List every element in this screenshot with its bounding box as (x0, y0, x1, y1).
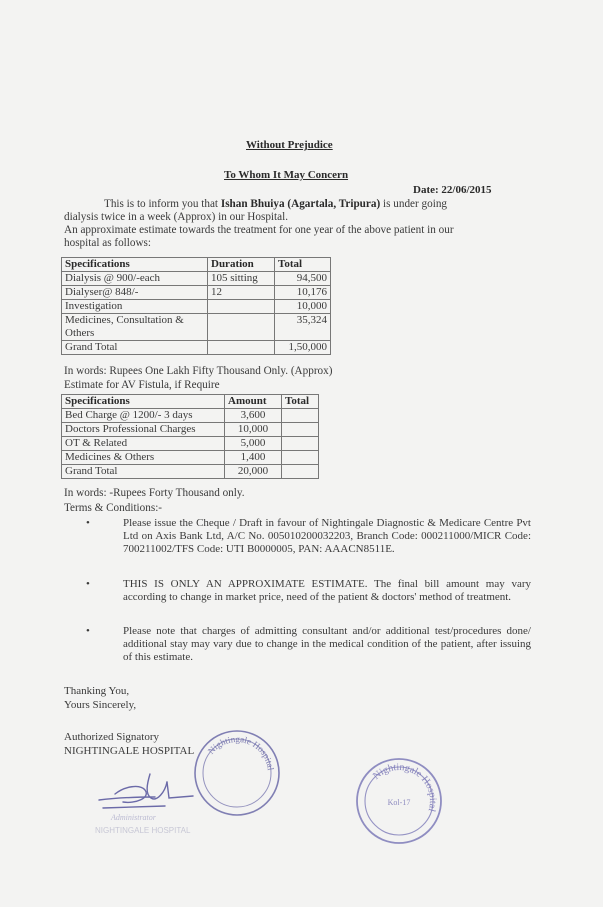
av-fistula-title: Estimate for AV Fistula, if Require (64, 379, 220, 391)
table-row (62, 272, 331, 286)
spec-cell: Grand Total (62, 341, 208, 355)
intro-line-4: hospital as follows: (64, 237, 152, 249)
amount-cell: 1,400 (225, 451, 282, 465)
heading-to-whom: To Whom It May Concern (224, 169, 349, 181)
svg-text:Kol-17: Kol-17 (387, 798, 411, 807)
bullet-icon: • (86, 517, 90, 529)
column-header: Amount (225, 395, 282, 409)
column-header: Total (282, 395, 319, 409)
amount-in-words-2: In words: -Rupees Forty Thousand only. (64, 487, 245, 499)
intro-line-3: An approximate estimate towards the treatment for one year of the above patient in our (64, 224, 454, 236)
bullet-icon: • (86, 578, 90, 590)
duration-cell: 105 sitting (208, 272, 275, 286)
hospital-seal-icon (354, 756, 444, 846)
amount-cell: 5,000 (225, 437, 282, 451)
table-row (62, 300, 331, 314)
intro-line-1: This is to inform you that Ishan Bhuiya (Agartala, Tripura) is under going (104, 198, 448, 210)
total-cell: 35,324 (275, 314, 331, 341)
spec-cell: OT & Related (62, 437, 225, 451)
bullet-icon: • (86, 625, 90, 637)
yours-sincerely: Yours Sincerely, (64, 699, 137, 711)
table-row (62, 451, 319, 465)
intro-paragraph (64, 198, 534, 250)
total-cell: 94,500 (275, 272, 331, 286)
spec-cell: Dialyser@ 848/- (62, 286, 208, 300)
duration-cell: 12 (208, 286, 275, 300)
closing-block (64, 684, 136, 712)
spec-cell: Investigation (62, 300, 208, 314)
total-cell: 1,50,000 (275, 341, 331, 355)
intro-line-2: dialysis twice in a week (Approx) in our Hospital. (64, 211, 289, 223)
table-row-grand-total (62, 465, 319, 479)
total-cell (282, 409, 319, 423)
table-row (62, 423, 319, 437)
table-row (62, 314, 331, 341)
total-cell: 10,000 (275, 300, 331, 314)
amount-in-words-1: In words: Rupees One Lakh Fifty Thousand Only. (Approx) (64, 365, 333, 377)
spec-cell: Medicines & Others (62, 451, 225, 465)
heading-without-prejudice: Without Prejudice (246, 139, 333, 151)
table-header-row (62, 395, 319, 409)
spec-cell: Dialysis @ 900/-each (62, 272, 208, 286)
total-cell: 10,176 (275, 286, 331, 300)
term-item: THIS IS ONLY AN APPROXIMATE ESTIMATE. The final bill amount may vary according to change in market price, need of the patient & doctors' method of treatment. (123, 578, 531, 603)
signatory-title: Authorized Signatory (64, 731, 160, 743)
amount-cell: 20,000 (225, 465, 282, 479)
table-row (62, 409, 319, 423)
spec-cell: Doctors Professional Charges (62, 423, 225, 437)
spec-cell: Bed Charge @ 1200/- 3 days (62, 409, 225, 423)
thanking-you: Thanking You, (64, 685, 130, 697)
terms-title: Terms & Conditions:- (64, 502, 163, 514)
column-header: Specifications (62, 395, 225, 409)
amount-cell: 3,600 (225, 409, 282, 423)
column-header: Duration (208, 258, 275, 272)
dialysis-estimate-table (61, 257, 331, 355)
total-cell (282, 465, 319, 479)
amount-cell: 10,000 (225, 423, 282, 437)
hospital-name: NIGHTINGALE HOSPITAL (64, 745, 195, 757)
svg-text:Administrator: Administrator (111, 813, 156, 822)
svg-text:Nightingale Hospital: Nightingale Hospital (371, 761, 439, 813)
table-row (62, 437, 319, 451)
total-cell (282, 423, 319, 437)
term-item: Please issue the Cheque / Draft in favour of Nightingale Diagnostic & Medicare Centre Pvt Ltd on Axis Bank Ltd, A/C No. 005010200032203, Branch Code: 000211000/MICR Code: 700211002/TFS Code: UTI B0000005, PAN: AAACN8511E. (123, 517, 531, 555)
av-fistula-table (61, 394, 319, 479)
letter-date: Date: 22/06/2015 (413, 184, 492, 196)
spec-cell: Grand Total (62, 465, 225, 479)
table-header-row (62, 258, 331, 272)
duration-cell (208, 300, 275, 314)
hospital-seal-icon (192, 728, 282, 818)
total-cell (282, 437, 319, 451)
total-cell (282, 451, 319, 465)
column-header: Specifications (62, 258, 208, 272)
svg-text:Nightingale Hospital: Nightingale Hospital (205, 733, 276, 771)
patient-name: Ishan Bhuiya (Agartala, Tripura) (220, 198, 381, 210)
table-row-grand-total (62, 341, 331, 355)
signatory-block (64, 730, 194, 758)
svg-text:NIGHTINGALE HOSPITAL: NIGHTINGALE HOSPITAL (95, 826, 191, 835)
table-row (62, 286, 331, 300)
duration-cell (208, 341, 275, 355)
term-item: Please note that charges of admitting consultant and/or additional test/procedures done/ additional stay may vary due to change in the medical condition of the patient, after issuing of this estimate. (123, 625, 531, 663)
column-header: Total (275, 258, 331, 272)
duration-cell (208, 314, 275, 341)
spec-cell: Medicines, Consultation & Others (62, 314, 208, 341)
